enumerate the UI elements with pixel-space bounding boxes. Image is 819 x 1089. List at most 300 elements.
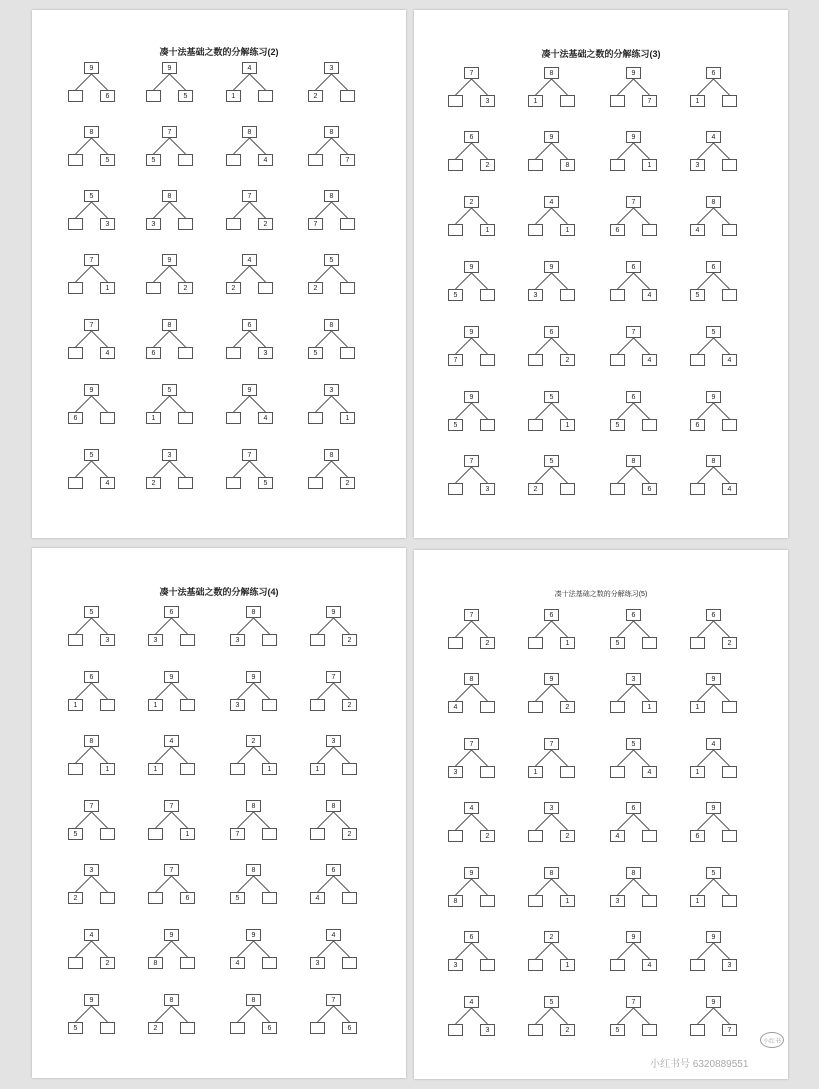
decomposition-branch-line — [92, 74, 108, 90]
total-number-box: 5 — [544, 996, 559, 1008]
part-number-box: 1 — [340, 412, 355, 424]
decomposition-branch-line — [618, 621, 634, 637]
part-number-box: 1 — [180, 828, 195, 840]
decomposition-branch-line — [472, 879, 488, 895]
answer-blank-box — [642, 895, 657, 907]
part-number-box: 5 — [610, 637, 625, 649]
total-number-box: 8 — [164, 994, 179, 1006]
decomposition-branch-line — [634, 1008, 650, 1024]
part-number-box: 6 — [100, 90, 115, 102]
decomposition-branch-line — [536, 814, 552, 830]
decomposition-branch-line — [536, 750, 552, 766]
decomposition-branch-line — [536, 621, 552, 637]
decomposition-branch-line — [154, 266, 170, 282]
total-number-box: 9 — [626, 931, 641, 943]
part-number-box: 1 — [148, 699, 163, 711]
answer-blank-box — [480, 959, 495, 971]
total-number-box: 6 — [464, 931, 479, 943]
total-number-box: 4 — [242, 62, 257, 74]
decomposition-branch-line — [714, 943, 730, 959]
decomposition-branch-line — [154, 396, 170, 412]
total-number-box: 7 — [544, 738, 559, 750]
part-number-box: 1 — [528, 95, 543, 107]
decomposition-branch-line — [634, 621, 650, 637]
decomposition-branch-line — [76, 683, 92, 699]
answer-blank-box — [68, 957, 83, 969]
decomposition-branch-line — [618, 403, 634, 419]
part-number-box: 2 — [226, 282, 241, 294]
answer-blank-box — [448, 224, 463, 236]
total-number-box: 5 — [84, 606, 99, 618]
total-number-box: 8 — [326, 800, 341, 812]
decomposition-branch-line — [472, 273, 488, 289]
decomposition-branch-line — [76, 202, 92, 218]
part-number-box: 2 — [560, 701, 575, 713]
decomposition-branch-line — [618, 208, 634, 224]
decomposition-branch-line — [634, 943, 650, 959]
answer-blank-box — [178, 412, 193, 424]
total-number-box: 5 — [324, 254, 339, 266]
answer-blank-box — [258, 282, 273, 294]
part-number-box: 5 — [230, 892, 245, 904]
total-number-box: 4 — [164, 735, 179, 747]
part-number-box: 3 — [610, 895, 625, 907]
part-number-box: 6 — [342, 1022, 357, 1034]
answer-blank-box — [690, 354, 705, 366]
decomposition-branch-line — [698, 750, 714, 766]
decomposition-branch-line — [618, 79, 634, 95]
decomposition-branch-line — [170, 138, 186, 154]
answer-blank-box — [722, 766, 737, 778]
decomposition-branch-line — [76, 74, 92, 90]
decomposition-branch-line — [154, 331, 170, 347]
decomposition-branch-line — [316, 74, 332, 90]
decomposition-branch-line — [238, 747, 254, 763]
total-number-box: 9 — [706, 931, 721, 943]
answer-blank-box — [310, 828, 325, 840]
answer-blank-box — [100, 412, 115, 424]
part-number-box: 5 — [448, 289, 463, 301]
decomposition-branch-line — [238, 876, 254, 892]
decomposition-branch-line — [552, 403, 568, 419]
total-number-box: 6 — [242, 319, 257, 331]
answer-blank-box — [610, 159, 625, 171]
total-number-box: 6 — [626, 261, 641, 273]
total-number-box: 7 — [626, 196, 641, 208]
answer-blank-box — [68, 154, 83, 166]
answer-blank-box — [690, 1024, 705, 1036]
decomposition-branch-line — [92, 747, 108, 763]
answer-blank-box — [308, 154, 323, 166]
part-number-box: 1 — [68, 699, 83, 711]
answer-blank-box — [258, 90, 273, 102]
total-number-box: 9 — [162, 254, 177, 266]
answer-blank-box — [146, 90, 161, 102]
decomposition-branch-line — [92, 331, 108, 347]
decomposition-branch-line — [334, 618, 350, 634]
decomposition-branch-line — [250, 138, 266, 154]
watermark-id-text: 小红书号 6320889551 — [650, 1059, 749, 1070]
part-number-box: 8 — [560, 159, 575, 171]
part-number-box: 2 — [480, 830, 495, 842]
decomposition-branch-line — [172, 747, 188, 763]
part-number-box: 3 — [230, 699, 245, 711]
part-number-box: 5 — [100, 154, 115, 166]
decomposition-branch-line — [170, 74, 186, 90]
answer-blank-box — [342, 763, 357, 775]
part-number-box: 1 — [480, 224, 495, 236]
part-number-box: 1 — [690, 95, 705, 107]
decomposition-branch-line — [76, 396, 92, 412]
part-number-box: 1 — [560, 224, 575, 236]
answer-blank-box — [100, 1022, 115, 1034]
total-number-box: 8 — [544, 67, 559, 79]
total-number-box: 8 — [324, 449, 339, 461]
decomposition-branch-line — [634, 403, 650, 419]
total-number-box: 4 — [464, 802, 479, 814]
part-number-box: 2 — [178, 282, 193, 294]
part-number-box: 1 — [560, 895, 575, 907]
decomposition-branch-line — [536, 685, 552, 701]
part-number-box: 3 — [528, 289, 543, 301]
answer-blank-box — [180, 763, 195, 775]
total-number-box: 9 — [464, 326, 479, 338]
answer-blank-box — [180, 634, 195, 646]
answer-blank-box — [448, 95, 463, 107]
part-number-box: 5 — [610, 1024, 625, 1036]
total-number-box: 7 — [242, 190, 257, 202]
decomposition-branch-line — [698, 943, 714, 959]
decomposition-branch-line — [536, 273, 552, 289]
total-number-box: 8 — [706, 455, 721, 467]
answer-blank-box — [262, 892, 277, 904]
decomposition-branch-line — [552, 79, 568, 95]
decomposition-branch-line — [698, 621, 714, 637]
answer-blank-box — [226, 347, 241, 359]
total-number-box: 9 — [544, 261, 559, 273]
worksheet-title: 凑十法基础之数的分解练习(5) — [554, 591, 648, 598]
decomposition-branch-line — [456, 467, 472, 483]
decomposition-branch-line — [472, 143, 488, 159]
answer-blank-box — [100, 892, 115, 904]
total-number-box: 6 — [84, 671, 99, 683]
decomposition-branch-line — [472, 1008, 488, 1024]
decomposition-branch-line — [238, 618, 254, 634]
total-number-box: 9 — [464, 391, 479, 403]
answer-blank-box — [100, 828, 115, 840]
part-number-box: 2 — [560, 830, 575, 842]
decomposition-branch-line — [472, 79, 488, 95]
total-number-box: 9 — [242, 384, 257, 396]
answer-blank-box — [560, 483, 575, 495]
decomposition-branch-line — [472, 685, 488, 701]
decomposition-branch-line — [254, 618, 270, 634]
decomposition-branch-line — [76, 876, 92, 892]
answer-blank-box — [722, 419, 737, 431]
total-number-box: 6 — [544, 609, 559, 621]
decomposition-branch-line — [316, 202, 332, 218]
answer-blank-box — [178, 347, 193, 359]
answer-blank-box — [146, 282, 161, 294]
xiaohongshu-logo-icon — [760, 1032, 784, 1048]
decomposition-branch-line — [552, 338, 568, 354]
decomposition-branch-line — [472, 814, 488, 830]
total-number-box: 9 — [706, 673, 721, 685]
total-number-box: 5 — [706, 326, 721, 338]
decomposition-branch-line — [92, 266, 108, 282]
decomposition-branch-line — [234, 74, 250, 90]
decomposition-branch-line — [172, 1006, 188, 1022]
total-number-box: 8 — [162, 319, 177, 331]
part-number-box: 5 — [308, 347, 323, 359]
decomposition-branch-line — [698, 685, 714, 701]
decomposition-branch-line — [250, 202, 266, 218]
part-number-box: 6 — [262, 1022, 277, 1034]
answer-blank-box — [480, 419, 495, 431]
decomposition-branch-line — [316, 461, 332, 477]
total-number-box: 7 — [626, 326, 641, 338]
total-number-box: 9 — [464, 261, 479, 273]
answer-blank-box — [340, 90, 355, 102]
part-number-box: 4 — [310, 892, 325, 904]
answer-blank-box — [528, 1024, 543, 1036]
part-number-box: 2 — [342, 828, 357, 840]
decomposition-branch-line — [714, 621, 730, 637]
part-number-box: 1 — [262, 763, 277, 775]
part-number-box: 2 — [528, 483, 543, 495]
answer-blank-box — [262, 699, 277, 711]
total-number-box: 4 — [544, 196, 559, 208]
decomposition-branch-line — [250, 331, 266, 347]
total-number-box: 4 — [706, 738, 721, 750]
total-number-box: 3 — [162, 449, 177, 461]
part-number-box: 7 — [308, 218, 323, 230]
decomposition-branch-line — [76, 461, 92, 477]
answer-blank-box — [262, 957, 277, 969]
part-number-box: 2 — [480, 159, 495, 171]
answer-blank-box — [610, 766, 625, 778]
decomposition-branch-line — [714, 467, 730, 483]
total-number-box: 5 — [544, 455, 559, 467]
decomposition-branch-line — [172, 876, 188, 892]
decomposition-branch-line — [172, 618, 188, 634]
decomposition-branch-line — [92, 396, 108, 412]
decomposition-branch-line — [714, 338, 730, 354]
total-number-box: 7 — [162, 126, 177, 138]
decomposition-branch-line — [552, 143, 568, 159]
part-number-box: 5 — [68, 828, 83, 840]
worksheet-title: 凑十法基础之数的分解练习(3) — [541, 49, 661, 59]
part-number-box: 2 — [722, 637, 737, 649]
answer-blank-box — [308, 477, 323, 489]
total-number-box: 9 — [84, 384, 99, 396]
decomposition-branch-line — [456, 79, 472, 95]
part-number-box: 6 — [610, 224, 625, 236]
answer-blank-box — [310, 1022, 325, 1034]
total-number-box: 9 — [84, 994, 99, 1006]
part-number-box: 4 — [722, 483, 737, 495]
decomposition-branch-line — [714, 750, 730, 766]
decomposition-branch-line — [456, 621, 472, 637]
answer-blank-box — [230, 763, 245, 775]
decomposition-branch-line — [318, 747, 334, 763]
answer-blank-box — [68, 218, 83, 230]
decomposition-branch-line — [92, 138, 108, 154]
answer-blank-box — [342, 892, 357, 904]
total-number-box: 7 — [464, 455, 479, 467]
decomposition-branch-line — [714, 879, 730, 895]
decomposition-branch-line — [634, 79, 650, 95]
part-number-box: 4 — [258, 154, 273, 166]
decomposition-branch-line — [156, 618, 172, 634]
answer-blank-box — [528, 159, 543, 171]
total-number-box: 8 — [626, 455, 641, 467]
part-number-box: 2 — [342, 634, 357, 646]
answer-blank-box — [610, 701, 625, 713]
total-number-box: 9 — [246, 929, 261, 941]
worksheet-title: 凑十法基础之数的分解练习(4) — [159, 587, 279, 597]
answer-blank-box — [610, 483, 625, 495]
part-number-box: 3 — [722, 959, 737, 971]
total-number-box: 5 — [84, 449, 99, 461]
part-number-box: 4 — [642, 354, 657, 366]
answer-blank-box — [226, 412, 241, 424]
total-number-box: 8 — [324, 190, 339, 202]
answer-blank-box — [448, 159, 463, 171]
decomposition-branch-line — [536, 943, 552, 959]
decomposition-branch-line — [552, 467, 568, 483]
decomposition-branch-line — [76, 941, 92, 957]
total-number-box: 7 — [84, 254, 99, 266]
total-number-box: 9 — [544, 673, 559, 685]
total-number-box: 7 — [84, 800, 99, 812]
total-number-box: 5 — [626, 738, 641, 750]
decomposition-branch-line — [552, 943, 568, 959]
decomposition-branch-line — [318, 1006, 334, 1022]
total-number-box: 8 — [544, 867, 559, 879]
decomposition-branch-line — [238, 941, 254, 957]
answer-blank-box — [148, 828, 163, 840]
answer-blank-box — [528, 419, 543, 431]
decomposition-branch-line — [76, 266, 92, 282]
part-number-box: 1 — [690, 766, 705, 778]
total-number-box: 7 — [464, 609, 479, 621]
decomposition-branch-line — [536, 208, 552, 224]
part-number-box: 4 — [610, 830, 625, 842]
decomposition-branch-line — [250, 461, 266, 477]
part-number-box: 7 — [340, 154, 355, 166]
total-number-box: 7 — [464, 738, 479, 750]
decomposition-branch-line — [238, 1006, 254, 1022]
decomposition-branch-line — [552, 685, 568, 701]
answer-blank-box — [262, 634, 277, 646]
answer-blank-box — [480, 354, 495, 366]
decomposition-branch-line — [618, 750, 634, 766]
decomposition-branch-line — [552, 1008, 568, 1024]
answer-blank-box — [178, 477, 193, 489]
answer-blank-box — [722, 895, 737, 907]
answer-blank-box — [642, 637, 657, 649]
part-number-box: 2 — [308, 282, 323, 294]
total-number-box: 6 — [164, 606, 179, 618]
answer-blank-box — [68, 477, 83, 489]
decomposition-branch-line — [618, 814, 634, 830]
decomposition-branch-line — [332, 74, 348, 90]
total-number-box: 4 — [326, 929, 341, 941]
decomposition-branch-line — [456, 338, 472, 354]
part-number-box: 2 — [146, 477, 161, 489]
answer-blank-box — [342, 957, 357, 969]
part-number-box: 5 — [68, 1022, 83, 1034]
decomposition-branch-line — [698, 403, 714, 419]
decomposition-branch-line — [618, 1008, 634, 1024]
total-number-box: 9 — [706, 391, 721, 403]
decomposition-branch-line — [170, 202, 186, 218]
total-number-box: 6 — [326, 864, 341, 876]
part-number-box: 3 — [448, 959, 463, 971]
decomposition-branch-line — [698, 879, 714, 895]
part-number-box: 3 — [310, 957, 325, 969]
total-number-box: 2 — [544, 931, 559, 943]
decomposition-branch-line — [76, 331, 92, 347]
part-number-box: 4 — [642, 959, 657, 971]
decomposition-branch-line — [472, 467, 488, 483]
decomposition-branch-line — [250, 396, 266, 412]
total-number-box: 8 — [246, 864, 261, 876]
part-number-box: 3 — [480, 95, 495, 107]
part-number-box: 2 — [308, 90, 323, 102]
part-number-box: 1 — [690, 895, 705, 907]
part-number-box: 4 — [230, 957, 245, 969]
decomposition-branch-line — [634, 143, 650, 159]
total-number-box: 9 — [164, 671, 179, 683]
total-number-box: 9 — [464, 867, 479, 879]
answer-blank-box — [100, 699, 115, 711]
decomposition-branch-line — [318, 876, 334, 892]
decomposition-branch-line — [156, 1006, 172, 1022]
total-number-box: 5 — [162, 384, 177, 396]
answer-blank-box — [690, 637, 705, 649]
total-number-box: 8 — [626, 867, 641, 879]
decomposition-branch-line — [552, 879, 568, 895]
decomposition-branch-line — [618, 273, 634, 289]
part-number-box: 6 — [180, 892, 195, 904]
decomposition-branch-line — [552, 750, 568, 766]
answer-blank-box — [68, 90, 83, 102]
part-number-box: 5 — [690, 289, 705, 301]
total-number-box: 8 — [84, 735, 99, 747]
total-number-box: 7 — [326, 994, 341, 1006]
decomposition-branch-line — [318, 812, 334, 828]
decomposition-branch-line — [618, 338, 634, 354]
part-number-box: 3 — [100, 218, 115, 230]
decomposition-branch-line — [154, 461, 170, 477]
decomposition-branch-line — [714, 273, 730, 289]
decomposition-branch-line — [714, 685, 730, 701]
decomposition-branch-line — [332, 461, 348, 477]
decomposition-branch-line — [472, 750, 488, 766]
part-number-box: 1 — [226, 90, 241, 102]
decomposition-branch-line — [332, 331, 348, 347]
total-number-box: 4 — [84, 929, 99, 941]
total-number-box: 7 — [164, 800, 179, 812]
decomposition-branch-line — [234, 396, 250, 412]
decomposition-branch-line — [456, 943, 472, 959]
decomposition-branch-line — [234, 266, 250, 282]
decomposition-branch-line — [698, 79, 714, 95]
decomposition-branch-line — [332, 266, 348, 282]
total-number-box: 8 — [246, 800, 261, 812]
